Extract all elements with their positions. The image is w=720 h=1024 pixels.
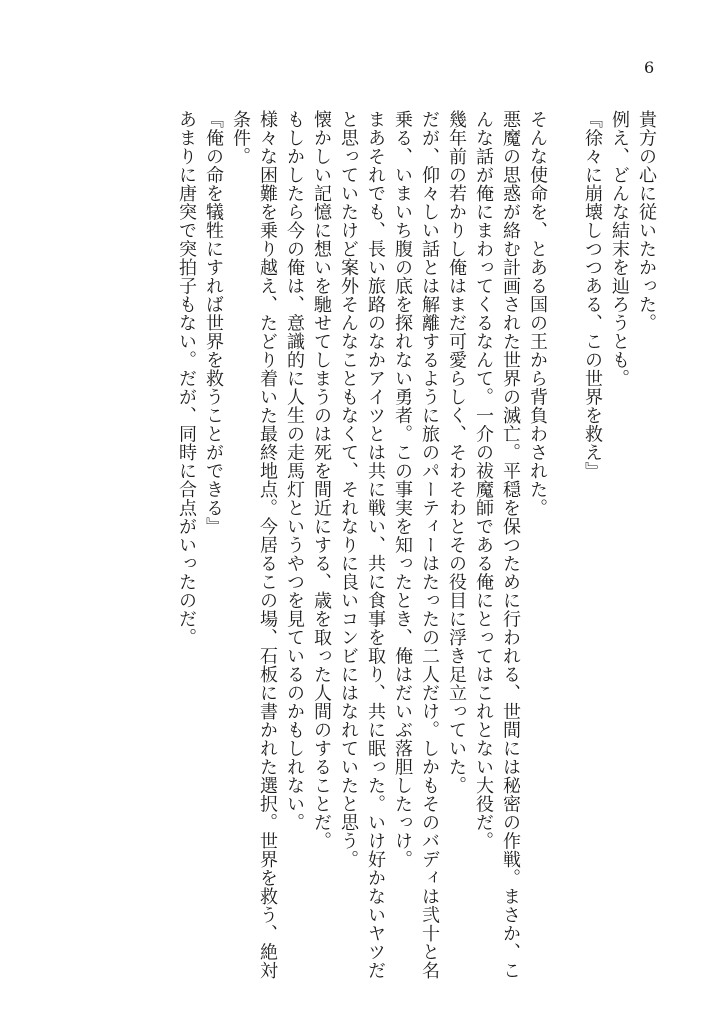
paragraph-13: あまりに唐突で突拍子もない。だが、同時に合点がいったのだ。 — [176, 110, 197, 647]
paragraph-11: 様々な困難を乗り越え、たどり着いた最終地点。今居るこの場、石板に書かれた選択。世界を救う、絶対条件。 — [230, 110, 278, 980]
paragraph-4: そんな使命を、とある国の王から背負わされた。 — [527, 110, 548, 517]
paragraph-10: もしかしたら今の俺は、意識的に人生の走馬灯というやつを見ているのかもしれない。 — [284, 110, 305, 832]
paragraph-7: だが、仰々しい話とは解離するように旅のパーティーはたったの二人だけ。しかもそのバディは弐十と名乗る、いまいち腹の底を探れない勇者。この事実を知ったとき、俺はだいぶ落胆したっけ。 — [392, 110, 440, 980]
paragraph-1: 貴方の心に従いたかった。 — [636, 110, 657, 332]
page-number: 6 — [644, 58, 655, 77]
paragraph-2: 例え、どんな結末を辿ろうとも。 — [609, 110, 630, 388]
paragraph-3: 『徐々に崩壊しつつある、この世界を救え』 — [582, 110, 603, 480]
paragraph-6: 幾年前の若かりし俺はまだ可愛らしく、そわそわとその役目に浮き足立っていた。 — [446, 110, 467, 795]
paragraph-5: 悪魔の思惑が絡む計画された世界の滅亡。平穏を保つために行われる、世間には秘密の作戦。まさか、こんな話が俺にまわってくるなんて。一介の祓魔師である俺にとってはこれとない大役だ。 — [473, 110, 521, 980]
paragraph-12: 『俺の命を犠牲にすれば世界を救うことができる』 — [203, 110, 224, 536]
paragraph-8: まあそれでも、長い旅路のなかアイツとは共に戦い、共に食事を取り、共に眠った。いけ好かないヤツだと思っていたけど案外そんなこともなくて、それなりに良いコンビにはなれていたと思う。 — [338, 110, 386, 980]
novel-text-body — [100, 110, 660, 990]
paragraph-9: 懐かしい記憶に想いを馳せてしまうのは死を間近にする、歳を取った人間のすることだ。 — [311, 110, 332, 850]
